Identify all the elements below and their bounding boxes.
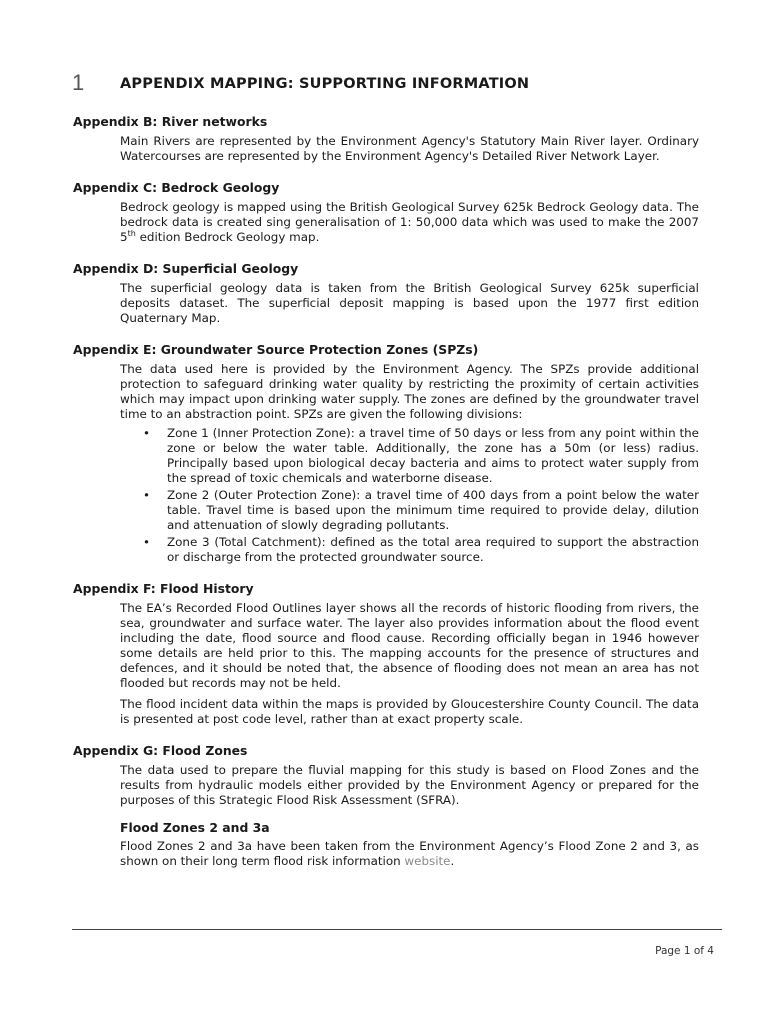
appendix-f-text-1: The EA’s Recorded Flood Outlines layer shows all the records of historic flooding from rivers, the sea, groundwater and surface water. The layer also provides information about the flood event including the date, flood source and flood cause. Recording officially began in 1946 however some details are held prior to this. The mapping accounts for the presence of structures and defences, and it should be noted that, the absence of flooding does not mean an area has not flooded but records may not be held. [120, 601, 699, 690]
bullet-icon: • [143, 535, 151, 549]
list-item [120, 535, 699, 565]
appendix-e-heading: Appendix E: Groundwater Source Protection Zones (SPZs) [73, 342, 479, 357]
appendix-f-heading: Appendix F: Flood History [73, 581, 254, 596]
zone-1-text: Zone 1 (Inner Protection Zone): a travel time of 50 days or less from any point within the zone or below the water table. Additionally, the zone has a 50m (or less) radius. Principally based upon biological decay bacteria and aims to protect water supply from the spread of toxic chemicals and waterborne disease. [167, 426, 699, 485]
footer-divider [72, 929, 722, 930]
flood-zones-text-main: Flood Zones 2 and 3a have been taken from the Environment Agency’s Flood Zone 2 and 3, as shown on their long term flood risk information [120, 839, 699, 868]
website-link[interactable]: website [404, 854, 451, 868]
list-item [120, 488, 699, 533]
zone-3-text: Zone 3 (Total Catchment): defined as the total area required to support the abstraction or discharge from the protected groundwater source. [167, 535, 699, 564]
appendix-f-text-2: The flood incident data within the maps is provided by Gloucestershire County Council. The data is presented at post code level, rather than at exact property scale. [120, 697, 699, 726]
ordinal-superscript: th [127, 229, 136, 239]
bullet-icon: • [143, 426, 151, 440]
appendix-g-text: The data used to prepare the fluvial mapping for this study is based on Flood Zones and the results from hydraulic models either provided by the Environment Agency or prepared for the purposes of this Strategic Flood Risk Assessment (SFRA). [120, 763, 699, 807]
appendix-c-text-end: edition Bedrock Geology map. [135, 230, 320, 244]
appendix-b-section [73, 114, 699, 164]
appendix-c-heading: Appendix C: Bedrock Geology [73, 180, 280, 195]
appendix-c-text [120, 200, 699, 245]
appendix-g-heading: Appendix G: Flood Zones [73, 743, 248, 758]
document-body [73, 114, 699, 885]
appendix-f-section [73, 581, 699, 727]
appendix-e-section [73, 342, 699, 565]
appendix-b-text: Main Rivers are represented by the Environment Agency's Statutory Main River layer. Ordinary Watercourses are represented by the Environment Agency's Detailed River Network Layer. [120, 134, 699, 163]
bullet-icon: • [143, 488, 151, 502]
appendix-c-text-main: Bedrock geology is mapped using the British Geological Survey 625k Bedrock Geology data. The bedrock data is created sing generalisation of 1: 50,000 data which was used to make the 2007 5 [120, 200, 699, 244]
page-title [72, 70, 712, 100]
zone-2-text: Zone 2 (Outer Protection Zone): a travel time of 400 days from a point below the water table. Travel time is based upon the minimum time required to provide delay, dilution and attenuation of slowly degrading pollutants. [167, 488, 699, 532]
appendix-e-text: The data used here is provided by the Environment Agency. The SPZs provide additional protection to safeguard drinking water quality by restricting the proximity of certain activities which may impact upon drinking water supply. The zones are defined by the groundwater travel time to an abstraction point. SPZs are given the following divisions: [120, 362, 699, 421]
flood-zones-text-end: . [450, 854, 455, 868]
appendix-d-text: The superficial geology data is taken from the British Geological Survey 625k superficial deposits dataset. The superficial deposit mapping is based upon the 1977 first edition Quaternary Map. [120, 281, 699, 325]
list-item [120, 426, 699, 486]
flood-zones-text [120, 839, 699, 869]
appendix-g-section [73, 743, 699, 869]
flood-zones-subheading: Flood Zones 2 and 3a [120, 820, 270, 835]
title-number: 1 [72, 70, 85, 95]
appendix-d-heading: Appendix D: Superficial Geology [73, 261, 299, 276]
spz-zone-list [120, 426, 699, 565]
appendix-b-heading: Appendix B: River networks [73, 114, 268, 129]
appendix-c-section [73, 180, 699, 245]
title-text: APPENDIX MAPPING: SUPPORTING INFORMATION [120, 76, 530, 92]
appendix-d-section [73, 261, 699, 326]
page-number: Page 1 of 4 [655, 945, 714, 957]
